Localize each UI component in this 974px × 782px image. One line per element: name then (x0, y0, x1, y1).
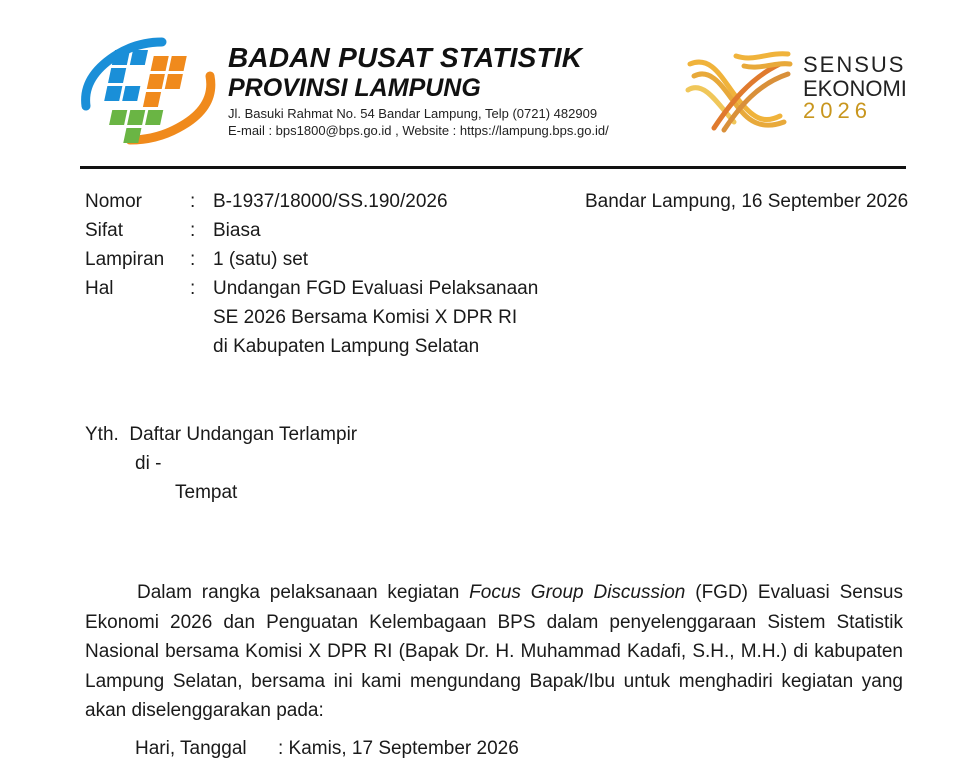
recipient-di: di - (135, 453, 162, 474)
sifat-value: Biasa (213, 220, 261, 241)
census-logo-line1: SENSUS (803, 52, 906, 77)
bps-logo (78, 36, 218, 146)
census-logo-year: 2026 (803, 98, 872, 123)
letterhead-divider (80, 166, 906, 169)
lampiran-value: 1 (satu) set (213, 249, 309, 270)
schedule-day-label: Hari, Tanggal (135, 738, 247, 759)
body-text-italic: Focus Group Discussion (469, 582, 686, 603)
schedule-day (135, 738, 519, 760)
org-contact: E-mail : bps1800@bps.go.id , Website : https://lampung.bps.go.id/ (228, 123, 609, 138)
sensus-ekonomi-logo (684, 44, 794, 134)
schedule-day-value: : Kamis, 17 September 2026 (278, 738, 519, 759)
recipient-tempat: Tempat (175, 482, 238, 503)
recipient-yth: Yth. Daftar Undangan Terlampir (85, 424, 358, 445)
hal-line-3: di Kabupaten Lampung Selatan (213, 336, 480, 357)
org-address: Jl. Basuki Rahmat No. 54 Bandar Lampung, Telp (0721) 482909 (228, 106, 598, 121)
census-logo-line2: EKONOMI (803, 76, 907, 101)
hal-line-2: SE 2026 Bersama Komisi X DPR RI (213, 307, 518, 328)
org-name: BADAN PUSAT STATISTIK (228, 42, 583, 73)
nomor-label: Nomor (85, 191, 143, 212)
hal-line-1: Undangan FGD Evaluasi Pelaksanaan (213, 278, 539, 299)
hal-label: Hal (85, 278, 114, 299)
nomor-value: B-1937/18000/SS.190/2026 (213, 191, 448, 212)
hal-colon: : (190, 278, 196, 299)
lampiran-label: Lampiran (85, 249, 165, 270)
sifat-label: Sifat (85, 220, 124, 241)
place-date: Bandar Lampung, 16 September 2026 (585, 191, 909, 212)
body-text-2: (FGD) Evaluasi Sensus Ekonomi 2026 dan Penguatan Kelembagaan BPS dalam penyelenggaraan Sistem Statistik Nasional bersama Komisi X DPR RI (Bapak Dr. H. Muhammad Kadafi, S.H., M.H.) di kabupaten Lampung Selatan, bersama ini kami mengundang Bapak/Ibu untuk menghadiri kegiatan yang akan diselenggarakan pada: (85, 582, 903, 721)
org-province: PROVINSI LAMPUNG (228, 74, 481, 102)
nomor-colon: : (190, 191, 196, 212)
body-text-1: Dalam rangka pelaksanaan kegiatan (137, 582, 470, 603)
lampiran-colon: : (190, 249, 196, 270)
sifat-colon: : (190, 220, 196, 241)
body-paragraph (85, 578, 903, 726)
